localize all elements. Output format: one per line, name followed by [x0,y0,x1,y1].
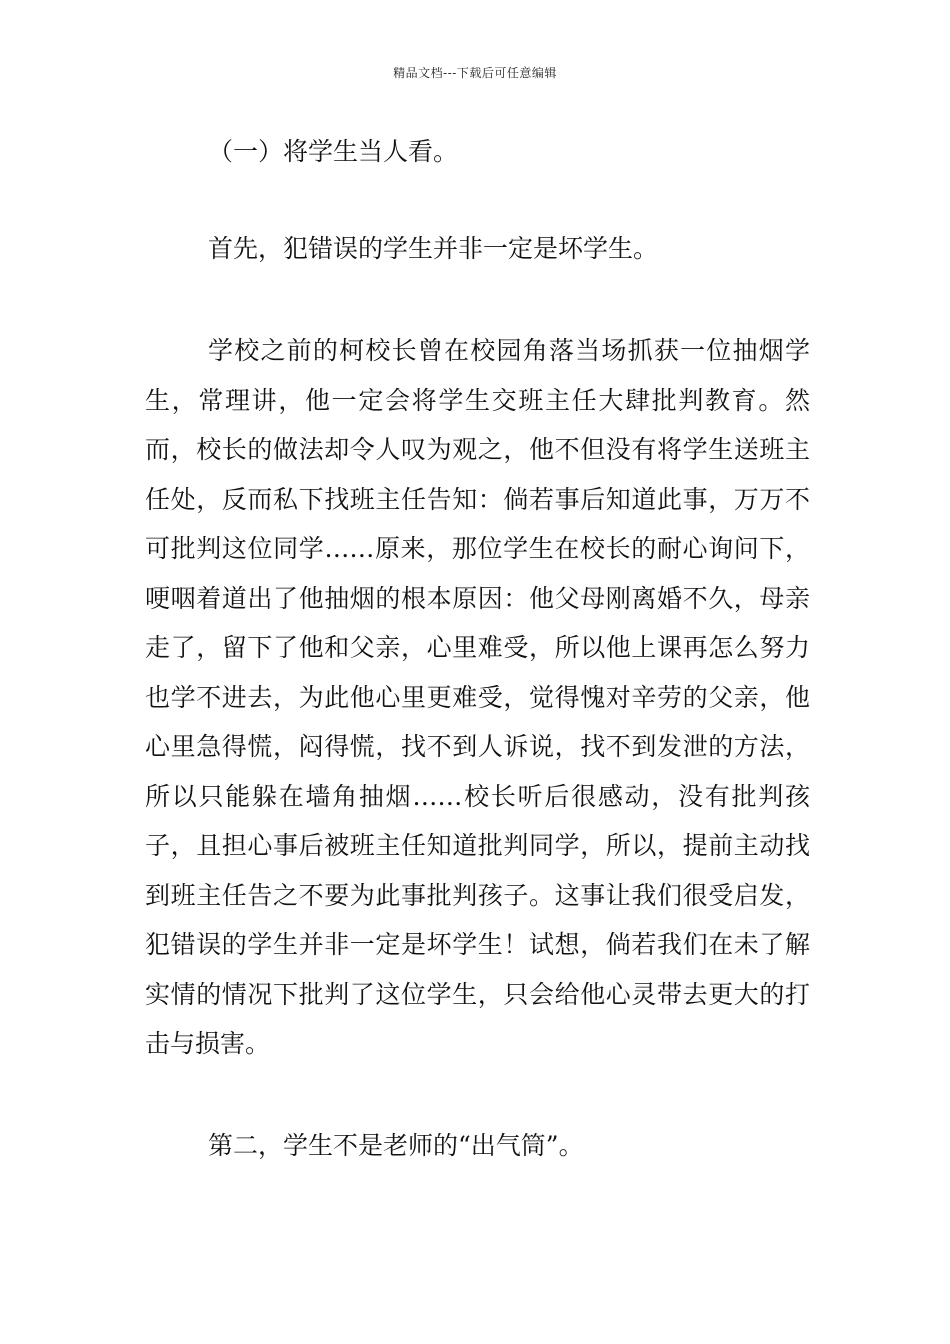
section-heading: （一）将学生当人看。 [208,137,459,166]
page-header: 精品文档---下载后可任意编辑 [393,66,557,80]
paragraph-story: 学校之前的柯校长曾在校园角落当场抓获一位抽烟学生，常理讲，他一定会将学生交班主任大肆批判教育。然而，校长的做法却令人叹为观之，他不但没有将学生送班主任处，反而私下找班主任告知：倘若事后知道此事，万万不可批判这位同学……原来，那位学生在校长的耐心询问下，哽咽着道出了他抽烟的根本原因：他父母刚离婚不久，母亲走了，留下了他和父亲，心里难受，所以他上课再怎么努力也学不进去，为此他心里更难受，觉得愧对辛劳的父亲，他心里急得慌，闷得慌，找不到人诉说，找不到发泄的方法，所以只能躲在墙角抽烟……校长听后很感动，没有批判孩子，且担心事后被班主任知道批判同学，所以，提前主动找到班主任告之不要为此事批判孩子。这事让我们很受启发，犯错误的学生并非一定是坏学生！试想，倘若我们在未了解实情的情况下批判了这位学生，只会给他心灵带去更大的打击与损害。 [145,336,810,1058]
paragraph-first-point: 首先，犯错误的学生并非一定是坏学生。 [208,234,659,263]
paragraph-second-point: 第二，学生不是老师的“出气筒”。 [208,1131,584,1160]
